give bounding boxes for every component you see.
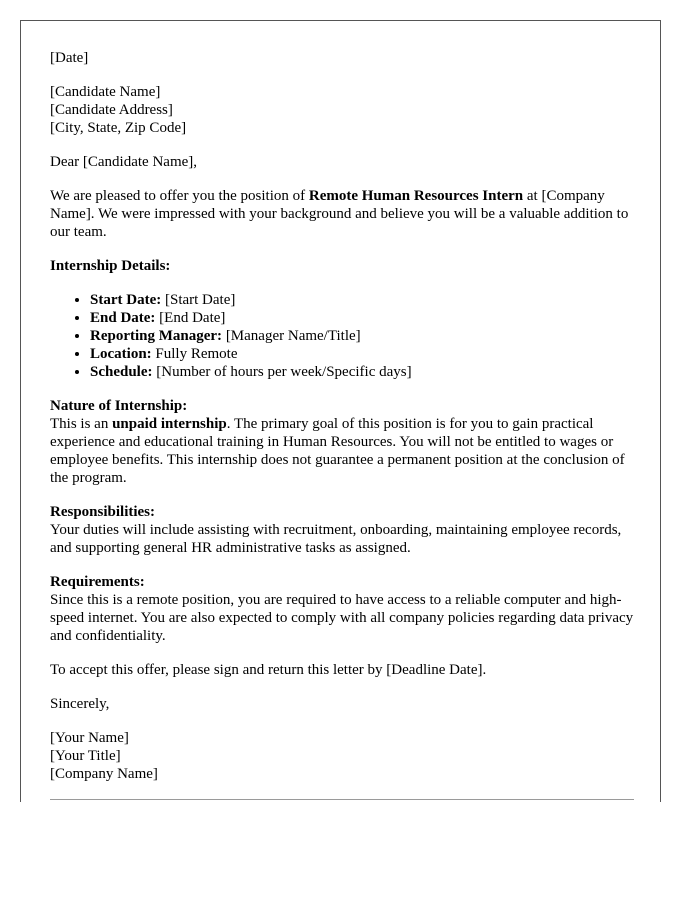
detail-value: [Number of hours per week/Specific days]	[152, 364, 412, 380]
responsibilities-section	[50, 503, 635, 557]
nature-heading: Nature of Internship:	[50, 398, 188, 414]
nature-text-after: . The primary goal of this position is for you to gain practical experience and educational training in Human Resources. You will not be entitled to wages or employee benefits. This internship does not guarantee a permanent position at the conclusion of the program.	[50, 416, 625, 486]
detail-value: [End Date]	[155, 310, 226, 326]
intro-text-before: We are pleased to offer you the position of	[50, 188, 309, 204]
detail-label: Start Date:	[90, 292, 162, 308]
detail-value: Fully Remote	[151, 346, 238, 362]
recipient-name: [Candidate Name]	[50, 84, 161, 100]
signoff: Sincerely,	[50, 696, 110, 712]
signature-block	[50, 729, 635, 783]
details-list	[50, 291, 635, 381]
nature-emphasis: unpaid internship	[112, 416, 227, 432]
detail-value: [Start Date]	[161, 292, 236, 308]
intro-text-after: at [Company Name]. We were impressed with your background and believe you will be a valuable addition to our team.	[50, 188, 629, 240]
detail-item	[90, 345, 635, 363]
closing-instruction: To accept this offer, please sign and return this letter by [Deadline Date].	[50, 662, 487, 678]
recipient-address-block	[50, 83, 635, 137]
recipient-city: [City, State, Zip Code]	[50, 120, 187, 136]
responsibilities-heading: Responsibilities:	[50, 504, 156, 520]
detail-label: End Date:	[90, 310, 156, 326]
signature-title: [Your Title]	[50, 748, 121, 764]
signature-company: [Company Name]	[50, 766, 158, 782]
salutation: Dear [Candidate Name],	[50, 154, 198, 170]
requirements-heading: Requirements:	[50, 574, 145, 590]
requirements-text: Since this is a remote position, you are required to have access to a reliable computer and high-speed internet. You are also expected to comply with all company policies regarding data privacy and confidentiality.	[50, 592, 634, 644]
responsibilities-text: Your duties will include assisting with recruitment, onboarding, maintaining employee records, and supporting general HR administrative tasks as assigned.	[50, 522, 622, 556]
nature-text-before: This is an	[50, 416, 113, 432]
detail-item	[90, 327, 635, 345]
position-title: Remote Human Resources Intern	[308, 188, 524, 204]
letter-body	[50, 49, 635, 783]
signature-name: [Your Name]	[50, 730, 129, 746]
detail-label: Reporting Manager:	[90, 328, 223, 344]
detail-item	[90, 309, 635, 327]
detail-value: [Manager Name/Title]	[222, 328, 361, 344]
detail-item	[90, 363, 635, 381]
letter-page	[20, 20, 661, 802]
letter-date: [Date]	[50, 50, 89, 66]
details-heading: Internship Details:	[50, 258, 171, 274]
requirements-section	[50, 573, 635, 645]
detail-label: Schedule:	[90, 364, 153, 380]
recipient-address: [Candidate Address]	[50, 102, 173, 118]
nature-section	[50, 397, 635, 487]
bottom-divider	[50, 799, 634, 800]
detail-item	[90, 291, 635, 309]
nature-paragraph	[50, 415, 635, 487]
intro-paragraph	[50, 187, 635, 241]
detail-label: Location:	[90, 346, 152, 362]
